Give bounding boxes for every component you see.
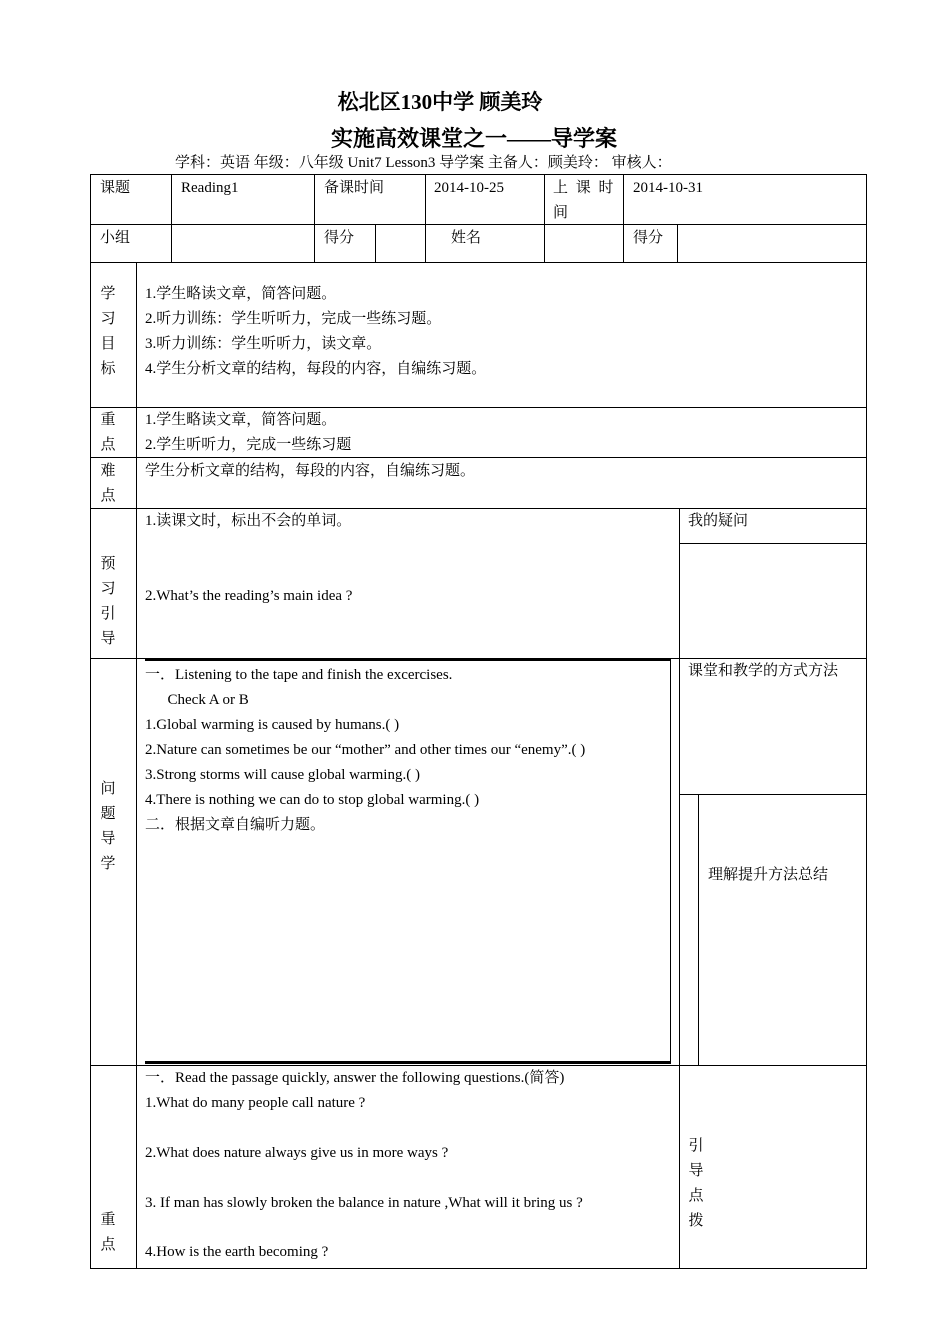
name-label: 姓名 — [451, 230, 482, 246]
question-line: 4.There is nothing we can do to stop global warming.( ) — [145, 792, 480, 808]
summary-label: 理解提升方法总结 — [708, 867, 829, 883]
topic-value: Reading1 — [181, 180, 239, 196]
page-title: 实施高效课堂之一——导学案 — [330, 126, 617, 151]
guidance-label: 引 导 点 拨 — [688, 1138, 704, 1229]
class-time-value: 2014-10-31 — [633, 180, 703, 196]
objective-item: 2.听力训练：学生听听力，完成一些练习题。 — [145, 311, 442, 327]
score-label-2: 得分 — [633, 230, 664, 246]
difficulties-label: 难 点 — [100, 463, 116, 504]
reading-label: 重 点 — [100, 1212, 116, 1253]
topic-label: 课题 — [100, 180, 131, 196]
subject-meta: 学科：英语 年级：八年级 Unit7 Lesson3 导学案 主备人：顾美玲： 审核人： — [175, 155, 672, 171]
preview-label: 预 习 引 导 — [100, 556, 116, 647]
key-point-item: 1.学生略读文章，简答问题。 — [145, 412, 337, 428]
my-questions-label: 我的疑问 — [688, 513, 749, 529]
reading-line: 2.What does nature always give us in more ways ? — [145, 1145, 449, 1161]
reading-line: 4.How is the earth becoming ? — [145, 1244, 329, 1260]
objective-item: 4.学生分析文章的结构，每段的内容，自编练习题。 — [145, 361, 487, 377]
difficulties-text: 学生分析文章的结构，每段的内容，自编练习题。 — [145, 463, 476, 479]
objectives-label: 学 习 目 标 — [100, 286, 116, 377]
key-points-label: 重 点 — [100, 412, 116, 453]
objective-item: 3.听力训练：学生听听力，读文章。 — [145, 336, 382, 352]
teaching-methods-label: 课堂和教学的方式方法 — [688, 663, 839, 679]
question-line: 3.Strong storms will cause global warming.( ) — [145, 767, 420, 783]
question-line: Check A or B — [145, 692, 249, 708]
question-line: 1.Global warming is caused by humans.( ) — [145, 717, 400, 733]
class-time-label: 上 课 时 间 — [553, 180, 616, 221]
reading-line: 1.What do many people call nature ? — [145, 1095, 366, 1111]
preview-item-1: 1.读课文时，标出不会的单词。 — [145, 513, 352, 529]
group-label: 小组 — [100, 230, 131, 246]
objective-item: 1.学生略读文章，简答问题。 — [145, 286, 337, 302]
school-line: 松北区130中学 顾美玲 — [337, 90, 543, 114]
reading-line: 3. If man has slowly broken the balance in nature ,What will it bring us ? — [145, 1195, 583, 1211]
key-point-item: 2.学生听听力，完成一些练习题 — [145, 437, 352, 453]
question-line: 2.Nature can sometimes be our “mother” and other times our “enemy”.( ) — [145, 742, 586, 758]
question-line: 一．Listening to the tape and finish the excercises. — [145, 667, 453, 683]
preview-item-2: 2.What’s the reading’s main idea ? — [145, 588, 353, 604]
prep-time-value: 2014-10-25 — [434, 180, 504, 196]
score-label-1: 得分 — [324, 230, 355, 246]
questions-label: 问 题 导 学 — [100, 781, 116, 872]
reading-line: 一．Read the passage quickly, answer the following questions.(简答) — [145, 1070, 565, 1086]
question-line: 二．根据文章自编听力题。 — [145, 817, 326, 833]
prep-time-label: 备课时间 — [324, 180, 385, 196]
